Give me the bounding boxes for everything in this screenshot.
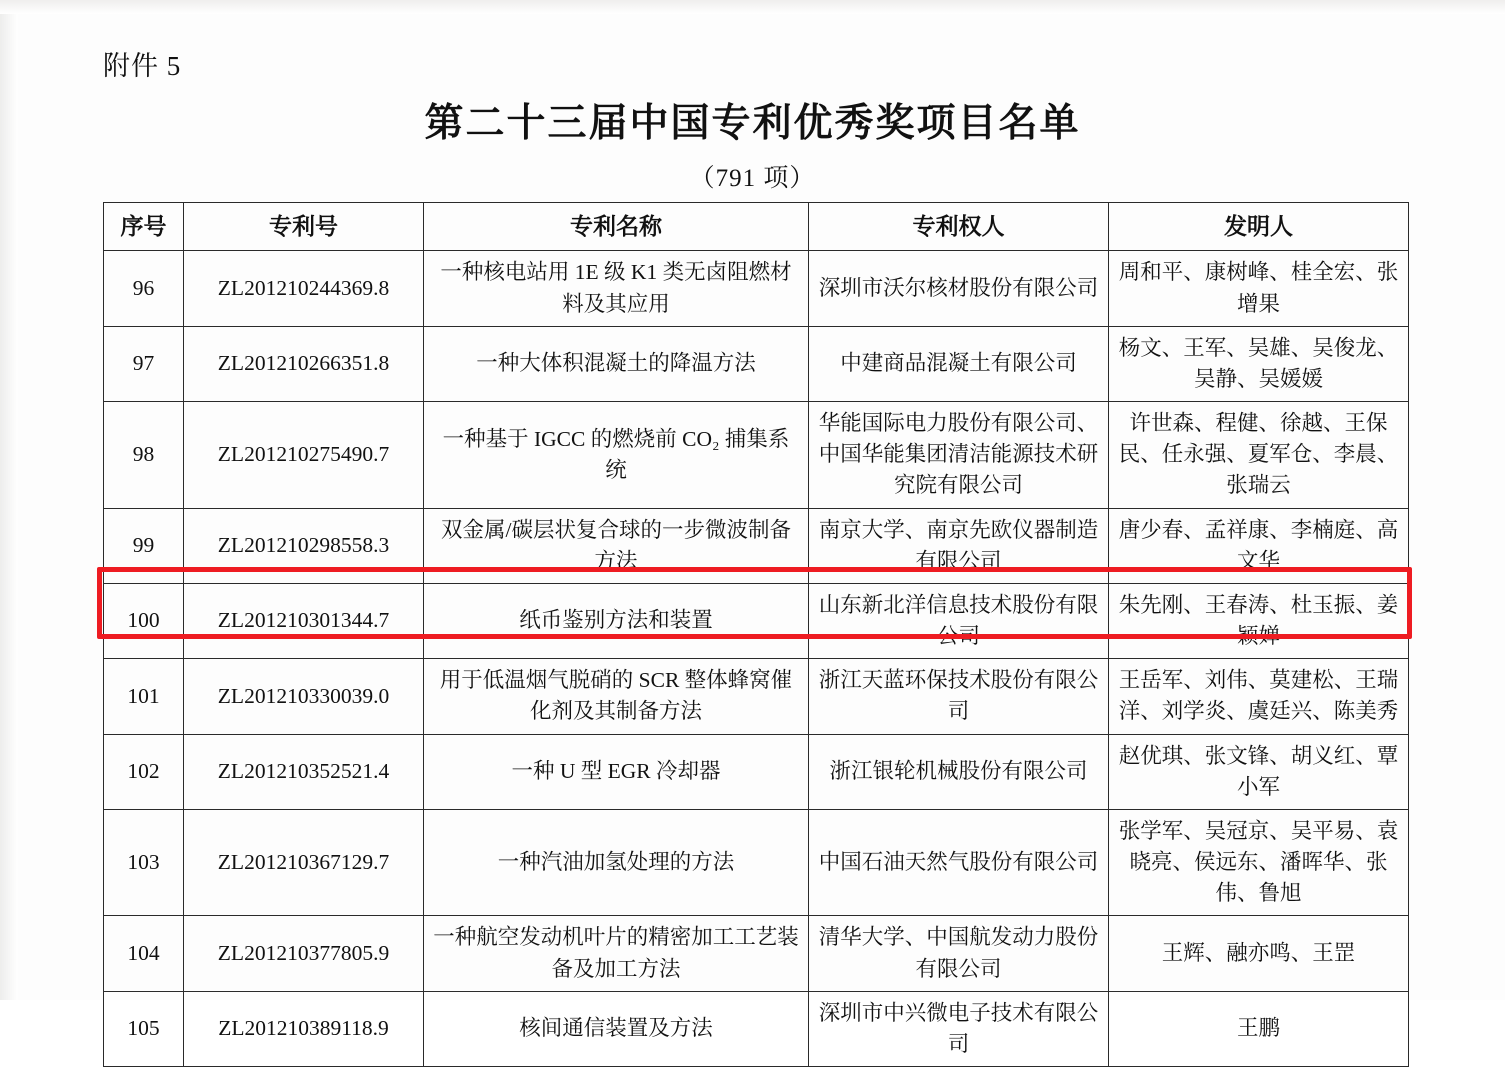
cell-owner: 清华大学、中国航发动力股份有限公司 (809, 916, 1109, 991)
column-header-patent-name: 专利名称 (424, 203, 809, 251)
cell-patent-no: ZL201210275490.7 (184, 402, 424, 509)
table-row (104, 251, 1409, 326)
cell-seq: 99 (104, 508, 184, 583)
cell-patent-name: 纸币鉴别方法和装置 (424, 583, 809, 658)
column-header-owner: 专利权人 (809, 203, 1109, 251)
cell-patent-name: 一种大体积混凝土的降温方法 (424, 326, 809, 401)
table-row (104, 916, 1409, 991)
cell-inventors: 赵优琪、张文锋、胡义红、覃小军 (1109, 734, 1409, 809)
cell-inventors: 王岳军、刘伟、莫建松、王瑞洋、刘学炎、虞廷兴、陈美秀 (1109, 659, 1409, 734)
cell-inventors: 杨文、王军、吴雄、吴俊龙、吴静、吴媛媛 (1109, 326, 1409, 401)
cell-owner: 浙江天蓝环保技术股份有限公司 (809, 659, 1109, 734)
cell-inventors: 王鹏 (1109, 991, 1409, 1066)
cell-owner: 深圳市沃尔核材股份有限公司 (809, 251, 1109, 326)
cell-patent-no: ZL201210330039.0 (184, 659, 424, 734)
cell-seq: 103 (104, 809, 184, 916)
cell-seq: 100 (104, 583, 184, 658)
cell-patent-no: ZL201210352521.4 (184, 734, 424, 809)
cell-owner: 深圳市中兴微电子技术有限公司 (809, 991, 1109, 1066)
page-title: 第二十三届中国专利优秀奖项目名单 (424, 102, 1081, 145)
cell-owner: 山东新北洋信息技术股份有限公司 (809, 583, 1109, 658)
cell-patent-no: ZL201210244369.8 (184, 251, 424, 326)
cell-patent-no: ZL201210301344.7 (184, 583, 424, 658)
table-row (104, 508, 1409, 583)
cell-patent-name: 双金属/碳层状复合球的一步微波制备方法 (424, 508, 809, 583)
cell-seq: 104 (104, 916, 184, 991)
cell-seq: 98 (104, 402, 184, 509)
column-header-patent-no: 专利号 (184, 203, 424, 251)
cell-patent-name: 核间通信装置及方法 (424, 991, 809, 1066)
cell-owner: 中建商品混凝土有限公司 (809, 326, 1109, 401)
cell-seq: 97 (104, 326, 184, 401)
attachment-label: 附件 5 (103, 51, 182, 81)
column-header-seq: 序号 (104, 203, 184, 251)
page-subtitle: （791 项） (689, 165, 816, 192)
table-row (104, 809, 1409, 916)
table-row-highlighted (104, 659, 1409, 734)
cell-patent-no: ZL201210389118.9 (184, 991, 424, 1066)
table-row (104, 991, 1409, 1066)
cell-seq: 102 (104, 734, 184, 809)
cell-patent-no: ZL201210367129.7 (184, 809, 424, 916)
scan-edge-left (0, 0, 18, 1000)
cell-seq: 105 (104, 991, 184, 1066)
table-row (104, 402, 1409, 509)
cell-patent-no: ZL201210377805.9 (184, 916, 424, 991)
cell-patent-no: ZL201210266351.8 (184, 326, 424, 401)
cell-seq: 96 (104, 251, 184, 326)
cell-patent-name: 用于低温烟气脱硝的 SCR 整体蜂窝催化剂及其制备方法 (424, 659, 809, 734)
cell-inventors: 张学军、吴冠京、吴平易、袁晓亮、侯远东、潘晖华、张伟、鲁旭 (1109, 809, 1409, 916)
cell-inventors: 朱先刚、王春涛、杜玉振、姜颖婵 (1109, 583, 1409, 658)
cell-owner: 浙江银轮机械股份有限公司 (809, 734, 1109, 809)
cell-owner: 南京大学、南京先欧仪器制造有限公司 (809, 508, 1109, 583)
cell-patent-name: 一种核电站用 1E 级 K1 类无卤阻燃材料及其应用 (424, 251, 809, 326)
cell-inventors: 周和平、康树峰、桂全宏、张增果 (1109, 251, 1409, 326)
cell-inventors: 唐少春、孟祥康、李楠庭、高文华 (1109, 508, 1409, 583)
patent-list-table (103, 202, 1409, 1067)
cell-patent-name: 一种汽油加氢处理的方法 (424, 809, 809, 916)
cell-patent-name: 一种基于 IGCC 的燃烧前 CO₂ 捕集系统 (424, 402, 809, 509)
table-row (104, 583, 1409, 658)
cell-patent-name: 一种航空发动机叶片的精密加工工艺装备及加工方法 (424, 916, 809, 991)
cell-patent-no: ZL201210298558.3 (184, 508, 424, 583)
table-header-row (104, 203, 1409, 251)
cell-patent-name: 一种 U 型 EGR 冷却器 (424, 734, 809, 809)
scan-edge-top (0, 0, 1505, 14)
table-row (104, 734, 1409, 809)
cell-seq: 101 (104, 659, 184, 734)
column-header-inventors: 发明人 (1109, 203, 1409, 251)
cell-owner: 中国石油天然气股份有限公司 (809, 809, 1109, 916)
cell-inventors: 王辉、融亦鸣、王罡 (1109, 916, 1409, 991)
cell-owner: 华能国际电力股份有限公司、中国华能集团清洁能源技术研究院有限公司 (809, 402, 1109, 509)
cell-inventors: 许世森、程健、徐越、王保民、任永强、夏军仓、李晨、张瑞云 (1109, 402, 1409, 509)
table-row (104, 326, 1409, 401)
